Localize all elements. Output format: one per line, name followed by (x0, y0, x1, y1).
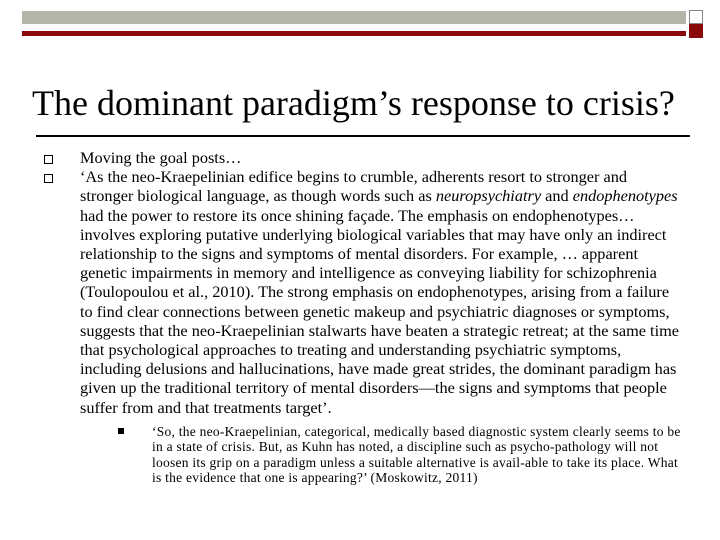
quote-paragraph (80, 167, 684, 417)
filled-square-bullet-icon (118, 428, 124, 434)
square-bullet-icon (44, 174, 53, 183)
sub-bullet-item (80, 424, 684, 486)
square-bullet-icon (44, 155, 53, 164)
quote-text-segment: ‘As the neo-Kraepelinian edifice begins to crumble, adherents resort to stronger and stronger biological language, as though words such as (80, 167, 628, 206)
top-decorative-band (22, 11, 686, 36)
gray-band (22, 11, 686, 24)
italic-term: endophenotypes (572, 186, 678, 206)
title-underline (36, 135, 690, 137)
slide-content (44, 148, 684, 486)
red-rule (22, 31, 686, 36)
quote-text-segment: and (541, 186, 573, 206)
corner-square-red (689, 24, 703, 38)
quote-text-segment: had the power to restore its once shining façade. The emphasis on endophenotypes… involves exploring putative underlying biological variables that may have only an indirect relationship to the signs and symptoms of mental disorders. For example, … apparent genetic impairments in memory and intelligence as conveying liability for schizophrenia (Toulopoulou et al., 2010). The strong emphasis on endophenotypes, arising from a failure to find clear connections between genetic makeup and psychiatric diagnoses or symptoms, suggests that the neo-Kraepelinian stalwarts have beaten a strategic retreat; at the same time that psychological approaches to treating and understanding psychiatric symptoms, including delusions and hallucinations, have made great strides, the dominant paradigm has given up the traditional territory of mental disorders—the signs and symptoms that people suffer from and that treatments target’. (80, 205, 679, 417)
sub-bullet-text: ‘So, the neo-Kraepelinian, categorical, medically based diagnostic system clearly seems to be in a state of crisis. But, as Kuhn has noted, a discipline such as psycho-pathology will not loosen its grip on a paradigm unless a suitable alternative is avail-able to take its place. What is the evidence that one is appearing?’ (Moskowitz, 2011) (152, 423, 681, 486)
corner-square-white (689, 10, 703, 24)
italic-term: neuropsychiatry (435, 186, 542, 206)
bullet-text: Moving the goal posts… (80, 148, 242, 167)
slide-title: The dominant paradigm’s response to crisis? (32, 83, 675, 123)
bullet-item-1 (44, 148, 684, 167)
bullet-item-2 (44, 167, 684, 486)
